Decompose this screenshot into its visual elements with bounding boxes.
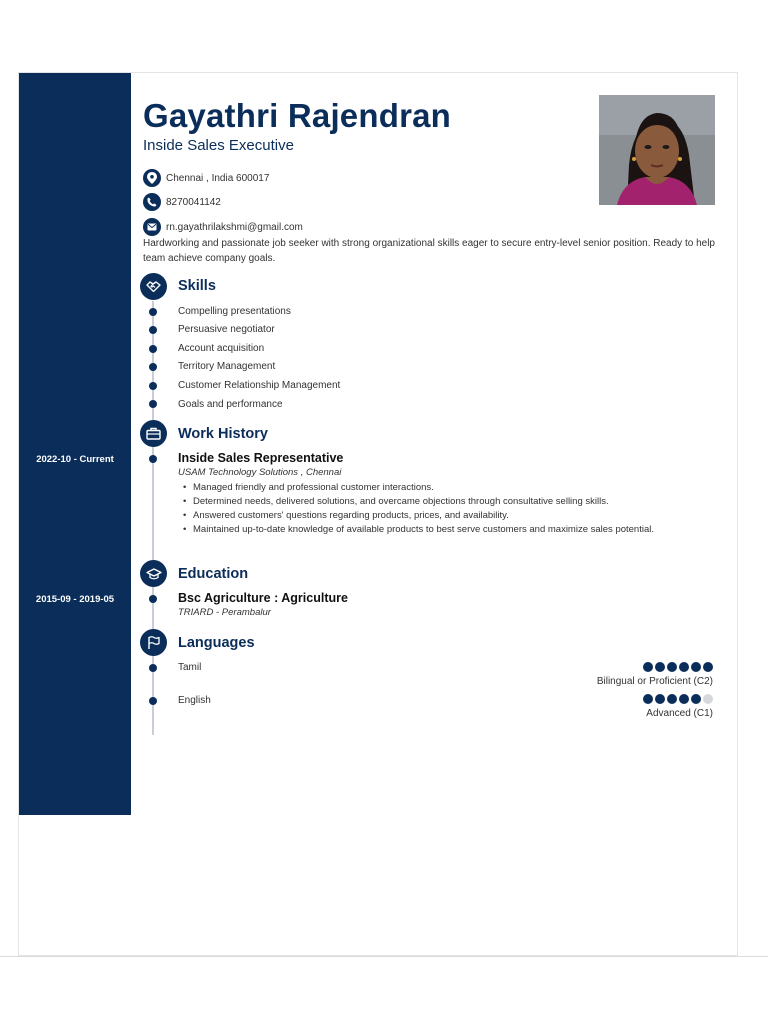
candidate-name: Gayathri Rajendran xyxy=(143,97,452,134)
skill-item: Customer Relationship Management xyxy=(178,380,341,391)
graduation-cap-icon xyxy=(140,560,167,587)
work-dates: 2022-10 - Current xyxy=(36,454,114,465)
summary-text: Hardworking and passionate job seeker with strong organizational skills eager to secure entry-level senior position. Ready to help team achieve company goals. xyxy=(143,238,715,264)
language-dot xyxy=(149,697,157,705)
education-degree: Bsc Agriculture : Agriculture xyxy=(178,591,348,605)
education-dot xyxy=(149,595,157,603)
language-level: Advanced (C1) xyxy=(646,708,713,719)
rating-dot xyxy=(655,694,665,704)
job-bullet: • Answered customers' questions regarding products, prices, and availability. xyxy=(178,509,708,523)
job-bullet: • Maintained up-to-date knowledge of available products to best serve customers and maximize sales potential. xyxy=(178,523,708,537)
rating-dot xyxy=(691,694,701,704)
page-divider xyxy=(0,956,768,957)
job-company: USAM Technology Solutions , Chennai xyxy=(178,467,342,478)
skill-dot xyxy=(149,326,157,334)
education-dates: 2015-09 - 2019-05 xyxy=(35,594,115,605)
contact-location xyxy=(143,169,269,187)
skill-dot xyxy=(149,363,157,371)
candidate-title: Inside Sales Executive xyxy=(143,137,294,154)
work-heading: Work History xyxy=(178,426,268,442)
rating-dot xyxy=(643,694,653,704)
language-level: Bilingual or Proficient (C2) xyxy=(596,676,713,687)
location-text: Chennai , India 600017 xyxy=(166,172,270,184)
contact-phone xyxy=(143,193,221,211)
skill-item: Account acquisition xyxy=(178,343,265,354)
rating-dot xyxy=(667,662,677,672)
education-school: TRIARD - Perambalur xyxy=(178,607,271,618)
skill-item: Territory Management xyxy=(178,361,276,372)
email-link[interactable]: rn.gayathrilakshmi@gmail.com xyxy=(166,221,303,233)
language-name: English xyxy=(178,695,211,706)
phone-text[interactable]: 8270041142 xyxy=(166,196,221,208)
job-bullet: • Managed friendly and professional customer interactions. xyxy=(178,481,708,495)
skill-dot xyxy=(149,382,157,390)
rating-dot xyxy=(655,662,665,672)
flag-icon xyxy=(140,629,167,656)
education-heading: Education xyxy=(178,566,249,582)
rating-dot xyxy=(679,694,689,704)
language-rating xyxy=(643,694,713,704)
rating-dot xyxy=(679,662,689,672)
map-pin-icon xyxy=(143,169,161,187)
sidebar xyxy=(19,73,131,815)
rating-dot xyxy=(703,694,713,704)
skills-heading: Skills xyxy=(178,278,216,294)
rating-dot xyxy=(667,694,677,704)
portrait-image xyxy=(599,95,715,205)
language-rating xyxy=(643,662,713,672)
skill-dot xyxy=(149,308,157,316)
briefcase-icon xyxy=(140,420,167,447)
job-bullet: • Determined needs, delivered solutions, and overcame objections through consultative selling skills. xyxy=(178,495,708,509)
handshake-icon xyxy=(140,273,167,300)
rating-dot xyxy=(643,662,653,672)
contact-email xyxy=(143,218,303,236)
skill-item: Compelling presentations xyxy=(178,306,291,317)
skill-dot xyxy=(149,400,157,408)
languages-heading: Languages xyxy=(178,635,255,651)
rating-dot xyxy=(703,662,713,672)
skill-dot xyxy=(149,345,157,353)
job-bullets xyxy=(178,481,708,537)
skill-item: Goals and performance xyxy=(178,399,283,410)
envelope-icon xyxy=(143,218,161,236)
work-dot xyxy=(149,455,157,463)
language-name: Tamil xyxy=(178,662,202,673)
phone-icon xyxy=(143,193,161,211)
rating-dot xyxy=(691,662,701,672)
job-title: Inside Sales Representative xyxy=(178,451,344,465)
profile-photo xyxy=(599,95,715,205)
language-dot xyxy=(149,664,157,672)
resume-page xyxy=(18,72,738,956)
skill-item: Persuasive negotiator xyxy=(178,324,275,335)
